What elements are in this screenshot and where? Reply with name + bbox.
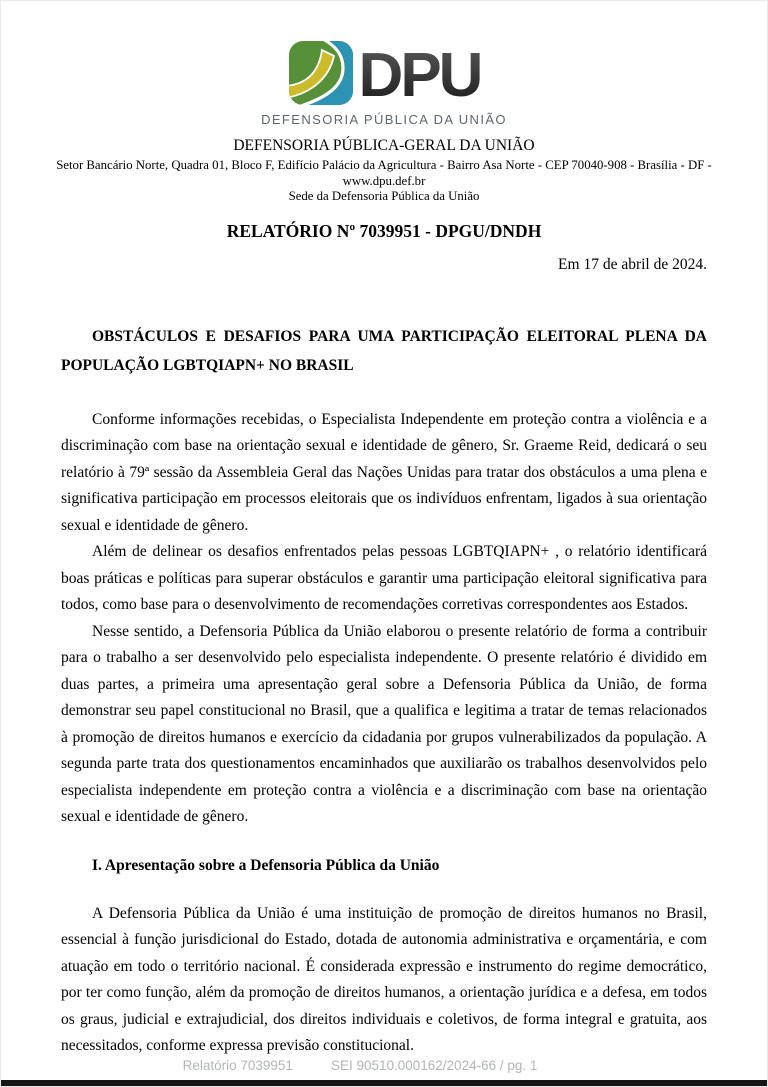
report-date: Em 17 de abril de 2024.: [558, 255, 707, 273]
document-body: [1, 255, 767, 1060]
dpu-logo-row: [288, 41, 481, 110]
dpu-logo-tagline: DEFENSORIA PÚBLICA DA UNIÃO: [261, 112, 507, 127]
footer-sei-label: SEI 90510.000162/2024-66 / pg. 1: [330, 1058, 538, 1073]
document-title: OBSTÁCULOS E DESAFIOS PARA UMA PARTICIPAÇÃO ELEITORAL PLENA DA POPULAÇÃO LGBTQIAPN+ NO BRASIL: [61, 327, 707, 374]
dpu-logo: [1, 41, 767, 127]
office-line: Sede da Defensoria Pública da União: [288, 189, 480, 203]
report-number-title: RELATÓRIO Nº 7039951 - DPGU/DNDH: [226, 220, 542, 241]
address-line: Setor Bancário Norte, Quadra 01, Bloco F, Edifício Palácio da Agricultura - Bairro Asa Norte - CEP 70040-908 - Brasília - DF -: [56, 158, 712, 172]
website-line: www.dpu.def.br: [342, 173, 426, 188]
letterhead: [1, 136, 767, 205]
org-name: DEFENSORIA PÚBLICA-GERAL DA UNIÃO: [233, 137, 535, 154]
paragraph-3: Nesse sentido, a Defensoria Pública da União elaborou o presente relatório de forma a contribuir para o trabalho a ser desenvolvido pelo especialista independente. O presente relatório é dividido em duas partes, a primeira uma apresentação geral sobre a Defensoria Pública da União, de forma demonstrar seu papel constitucional no Brasil, que a qualifica e legitima a tratar de temas relacionados à promoção de direitos humanos e exercício da cidadania por grupos vulnerabilizados da população. A segunda parte trata dos questionamentos encaminhados que auxiliarão os trabalhos desenvolvidos pelo especialista independente em proteção contra a violência e a discriminação com base na orientação sexual e identidade de gênero.: [61, 622, 707, 825]
dpu-logo-acronym: DPU: [358, 40, 481, 110]
paragraph-2: Além de delinear os desafios enfrentados pelas pessoas LGBTQIAPN+ , o relatório identificará boas práticas e políticas para superar obstáculos e garantir uma participação eleitoral significativa para todos, como base para o desenvolvimento de recomendações corretivas correspondentes aos Estados.: [61, 543, 707, 613]
page-footer: [0, 1058, 743, 1073]
footer-doc-label: Relatório 7039951: [182, 1058, 293, 1073]
paragraph-1: Conforme informações recebidas, o Especialista Independente em proteção contra a violência e a discriminação com base na orientação sexual e identidade de gênero, Sr. Graeme Reid, dedicará o seu relatório à 79ª sessão da Assembleia Geral das Nações Unidas para tratar dos obstáculos a uma plena e significativa participação em processos eleitorais que os indivíduos enfrentam, ligados à sua orientação sexual e identidade de gênero.: [61, 410, 707, 534]
section-heading: I. Apresentação sobre a Defensoria Pública da União: [92, 856, 440, 874]
bottom-bar: [1, 1080, 767, 1086]
section-paragraph: A Defensoria Pública da União é uma instituição de promoção de direitos humanos no Brasil, essencial à função jurisdicional do Estado, dotada de autonomia administrativa e orçamentária, e com atuação em todo o território nacional. É considerada expressão e instrumento do regime democrático, por ter como função, além da promoção de direitos humanos, a orientação jurídica e a defesa, em todos os graus, judicial e extrajudicial, dos direitos individuais e coletivos, de forma integral e gratuita, aos necessitados, conforme expressa previsão constitucional.: [61, 904, 707, 1054]
dpu-logo-icon: [288, 41, 354, 110]
